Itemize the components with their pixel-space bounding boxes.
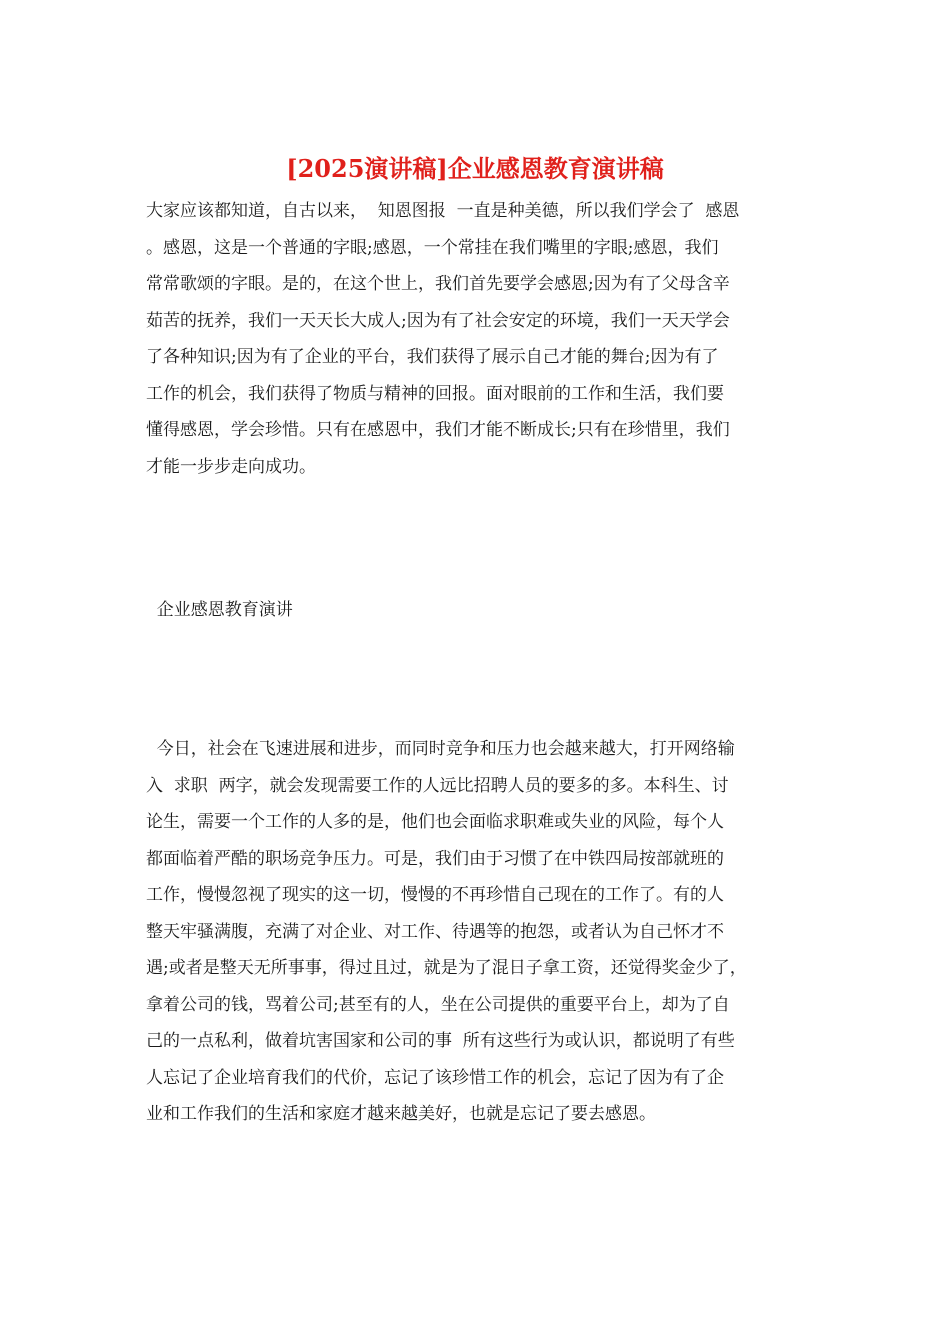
paragraph-line: 遇;或者是整天无所事事，得过且过，就是为了混日子拿工资，还觉得奖金少了， xyxy=(146,958,747,978)
paragraph-line: 。感恩，这是一个普通的字眼;感恩，一个常挂在我们嘴里的字眼;感恩，我们 xyxy=(146,237,719,258)
paragraph-line: 大家应该都知道，自古以来， 知恩图报 一直是种美德，所以我们学会了 感恩 xyxy=(146,201,740,221)
paragraph-line: 懂得感恩，学会珍惜。只有在感恩中，我们才能不断成长;只有在珍惜里，我们 xyxy=(146,420,730,440)
document-title: [2025演讲稿]企业感恩教育演讲稿 xyxy=(286,154,664,183)
paragraph-line: 整天牢骚满腹，充满了对企业、对工作、待遇等的抱怨，或者认为自己怀才不 xyxy=(146,921,724,942)
paragraph-line: 拿着公司的钱，骂着公司;甚至有的人，坐在公司提供的重要平台上，却为了自 xyxy=(146,994,730,1015)
paragraph-line: 论生，需要一个工作的人多的是，他们也会面临求职难或失业的风险，每个人 xyxy=(146,812,724,832)
paragraph-line: 业和工作我们的生活和家庭才越来越美好，也就是忘记了要去感恩。 xyxy=(146,1104,656,1124)
paragraph-line: 常常歌颂的字眼。是的，在这个世上，我们首先要学会感恩;因为有了父母含辛 xyxy=(146,274,730,294)
paragraph-body xyxy=(146,731,826,1133)
section-heading: 企业感恩教育演讲 xyxy=(146,600,293,620)
paragraph-line: 人忘记了企业培育我们的代价，忘记了该珍惜工作的机会，忘记了因为有了企 xyxy=(146,1067,724,1088)
paragraph-line: 才能一步步走向成功。 xyxy=(146,456,316,477)
paragraph-line: 工作，慢慢忽视了现实的这一切，慢慢的不再珍惜自己现在的工作了。有的人 xyxy=(146,885,724,905)
paragraph-line: 己的一点私利，做着坑害国家和公司的事 所有这些行为或认识，都说明了有些 xyxy=(146,1031,735,1051)
paragraph-line: 工作的机会，我们获得了物质与精神的回报。面对眼前的工作和生活，我们要 xyxy=(146,383,724,404)
paragraph-line: 了各种知识;因为有了企业的平台，我们获得了展示自己才能的舞台;因为有了 xyxy=(146,347,719,367)
paragraph-line: 都面临着严酷的职场竞争压力。可是，我们由于习惯了在中铁四局按部就班的 xyxy=(146,848,724,869)
paragraph-intro xyxy=(146,193,826,485)
paragraph-line: 茹苦的抚养，我们一天天长大成人;因为有了社会安定的环境，我们一天天学会 xyxy=(146,310,730,331)
paragraph-line: 今日，社会在飞速进展和进步，而同时竞争和压力也会越来越大，打开网络输 xyxy=(146,739,735,759)
paragraph-line: 入 求职 两字，就会发现需要工作的人远比招聘人员的要多的多。本科生、讨 xyxy=(146,775,729,796)
